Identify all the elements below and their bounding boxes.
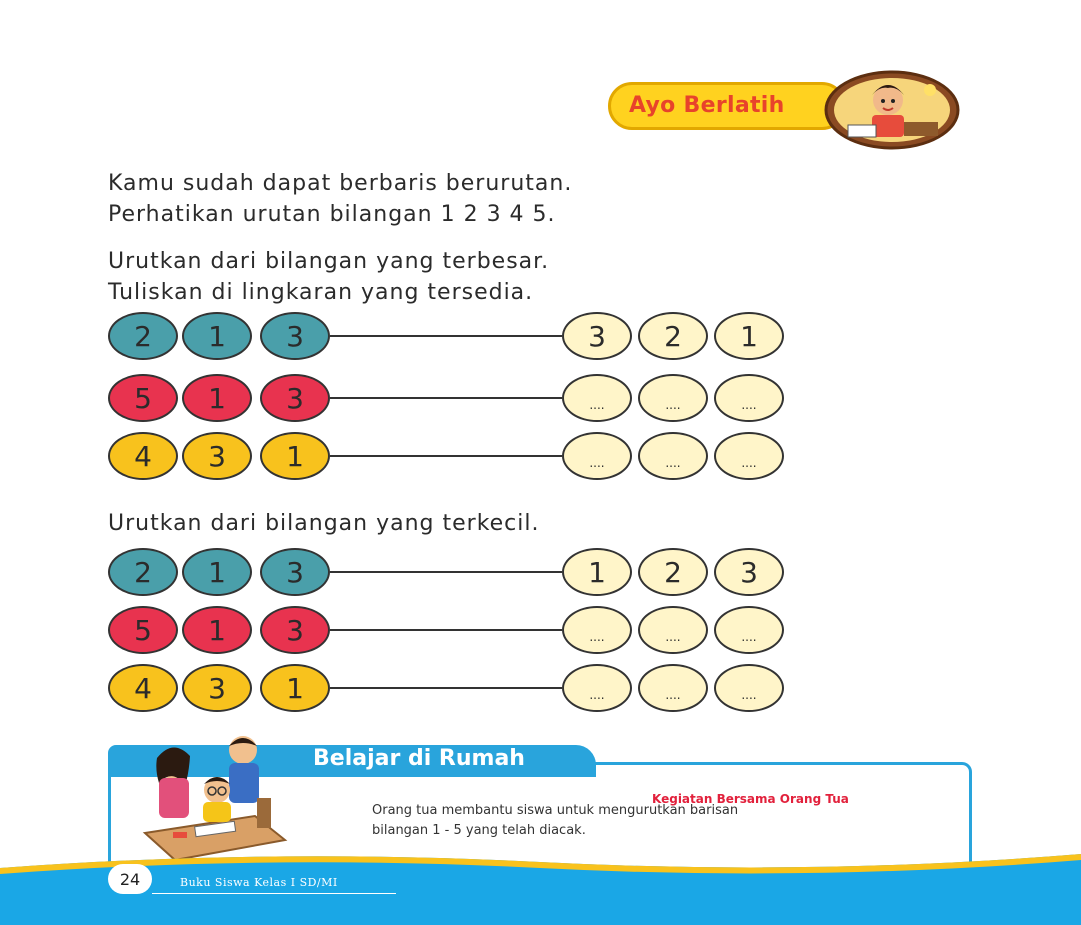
- given-circle: 1: [260, 432, 330, 480]
- answer-blank[interactable]: ....: [562, 432, 632, 480]
- given-circle: 3: [260, 312, 330, 360]
- home-activity-text: [372, 801, 738, 841]
- answer-blank[interactable]: ....: [638, 664, 708, 712]
- given-circle: 4: [108, 432, 178, 480]
- desc-instruction-line-2: Tuliskan di lingkaran yang tersedia.: [108, 280, 534, 305]
- family-studying-illustration: [135, 728, 300, 868]
- desc-instruction: [108, 246, 549, 308]
- given-circle: 5: [108, 374, 178, 422]
- asc-instruction-line-1: Urutkan dari bilangan yang terkecil.: [108, 511, 540, 536]
- answer-circle: 3: [714, 548, 784, 596]
- home-text-line-1: Orang tua membantu siswa untuk mengurutkan barisan: [372, 803, 739, 818]
- exercise-row: [108, 548, 788, 596]
- intro-line-1: Kamu sudah dapat berbaris berurutan.: [108, 171, 573, 196]
- given-circle: 3: [260, 374, 330, 422]
- connector-line: [330, 571, 562, 573]
- home-activity-subtitle: Kegiatan Bersama Orang Tua: [652, 792, 849, 806]
- footer-divider: [152, 893, 396, 894]
- badge-label: Ayo Berlatih: [629, 93, 785, 118]
- intro-line-2: Perhatikan urutan bilangan 1 2 3 4 5.: [108, 202, 556, 227]
- answer-blank[interactable]: ....: [714, 374, 784, 422]
- exercise-row: [108, 312, 788, 360]
- answer-blank[interactable]: ....: [638, 432, 708, 480]
- answer-blank[interactable]: ....: [562, 374, 632, 422]
- answer-blank[interactable]: ....: [562, 664, 632, 712]
- given-circle: 1: [182, 548, 252, 596]
- given-circle: 3: [182, 432, 252, 480]
- exercise-row: [108, 606, 788, 654]
- answer-circle: 3: [562, 312, 632, 360]
- given-circle: 3: [182, 664, 252, 712]
- home-activity-title: Belajar di Rumah: [313, 746, 525, 771]
- answer-circle: 1: [562, 548, 632, 596]
- answer-circle: 1: [714, 312, 784, 360]
- given-circle: 5: [108, 606, 178, 654]
- given-circle: 1: [182, 374, 252, 422]
- given-circle: 2: [108, 312, 178, 360]
- answer-blank[interactable]: ....: [714, 606, 784, 654]
- exercise-row: [108, 374, 788, 422]
- given-circle: 1: [182, 606, 252, 654]
- given-circle: 3: [260, 606, 330, 654]
- home-text-line-2: bilangan 1 - 5 yang telah diacak.: [372, 823, 586, 838]
- desc-instruction-line-1: Urutkan dari bilangan yang terbesar.: [108, 249, 550, 274]
- connector-line: [330, 629, 562, 631]
- given-circle: 4: [108, 664, 178, 712]
- exercise-row: [108, 432, 788, 480]
- boy-studying-illustration: [812, 70, 962, 150]
- asc-instruction: [108, 508, 540, 539]
- exercise-row: [108, 664, 788, 712]
- answer-circle: 2: [638, 548, 708, 596]
- footer-wave-background: [0, 848, 1081, 925]
- answer-blank[interactable]: ....: [562, 606, 632, 654]
- answer-blank[interactable]: ....: [714, 664, 784, 712]
- given-circle: 1: [182, 312, 252, 360]
- answer-blank[interactable]: ....: [638, 606, 708, 654]
- page-number: 24: [108, 864, 152, 894]
- connector-line: [330, 397, 562, 399]
- connector-line: [330, 687, 562, 689]
- connector-line: [330, 455, 562, 457]
- given-circle: 1: [260, 664, 330, 712]
- answer-circle: 2: [638, 312, 708, 360]
- given-circle: 3: [260, 548, 330, 596]
- answer-blank[interactable]: ....: [638, 374, 708, 422]
- given-circle: 2: [108, 548, 178, 596]
- connector-line: [330, 335, 562, 337]
- intro-text: [108, 168, 572, 230]
- ayo-berlatih-badge: [608, 82, 846, 130]
- answer-blank[interactable]: ....: [714, 432, 784, 480]
- book-title: Buku Siswa Kelas I SD/MI: [180, 876, 338, 889]
